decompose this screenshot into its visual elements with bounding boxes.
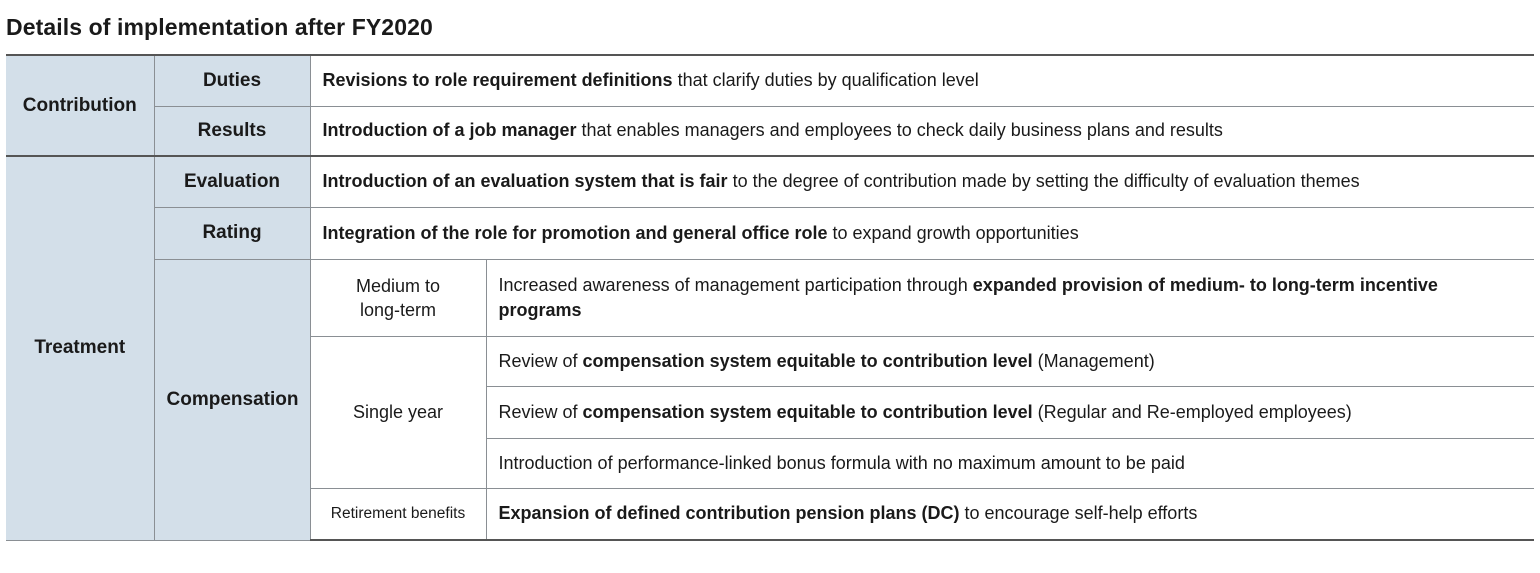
label-single-year: Single year [310,336,486,488]
table-row-medium-term [6,259,1534,336]
desc-single-1-pre: Review of [498,350,583,371]
desc-single-year-management [486,336,1534,386]
label-retirement-benefits: Retirement benefits [310,488,486,540]
label-medium-to-long-term [310,259,486,336]
desc-medium-term [486,259,1534,336]
desc-single-year-bonus: Introduction of performance-linked bonus formula with no maximum amount to be paid [486,438,1534,488]
desc-evaluation-rest: to the degree of contribution made by setting the difficulty of evaluation themes [727,171,1360,192]
desc-duties-rest: that clarify duties by qualification level [672,70,979,91]
desc-evaluation-bold: Introduction of an evaluation system that is fair [322,171,728,192]
desc-single-2-bold: compensation system equitable to contribution level [582,401,1033,422]
desc-retirement-rest: to encourage self-help efforts [959,503,1198,524]
table-row-duties [6,55,1534,106]
desc-results-bold: Introduction of a job manager [322,120,577,141]
table-row-results [6,106,1534,156]
desc-single-1-rest: (Management) [1032,350,1155,371]
label-medium-to-long-term-text: Medium to long-term [355,275,441,320]
desc-rating [310,207,1534,259]
table-row-rating [6,207,1534,259]
subcategory-evaluation: Evaluation [154,156,310,207]
table-row-evaluation [6,156,1534,207]
desc-medium-term-pre: Increased awareness of management participation through [498,274,973,295]
implementation-table [6,54,1534,541]
desc-duties-bold: Revisions to role requirement definitions [322,70,673,91]
desc-results-rest: that enables managers and employees to check daily business plans and results [576,120,1223,141]
desc-single-year-regular [486,386,1534,438]
desc-medium-term-bold: expanded provision of medium- to long-term incentive programs [498,274,1438,320]
subcategory-rating: Rating [154,207,310,259]
subcategory-compensation: Compensation [154,259,310,540]
desc-single-1-bold: compensation system equitable to contribution level [582,350,1033,371]
desc-results [310,106,1534,156]
desc-retirement-bold: Expansion of defined contribution pension plans (DC) [498,503,960,524]
desc-single-2-rest: (Regular and Re-employed employees) [1032,401,1352,422]
page-title: Details of implementation after FY2020 [6,14,433,40]
desc-single-2-pre: Review of [498,401,583,422]
category-treatment: Treatment [6,156,154,540]
desc-rating-rest: to expand growth opportunities [827,222,1079,243]
desc-rating-bold: Integration of the role for promotion and general office role [322,222,828,243]
category-contribution: Contribution [6,55,154,156]
subcategory-duties: Duties [154,55,310,106]
desc-evaluation [310,156,1534,207]
desc-retirement [486,488,1534,540]
desc-duties [310,55,1534,106]
subcategory-results: Results [154,106,310,156]
